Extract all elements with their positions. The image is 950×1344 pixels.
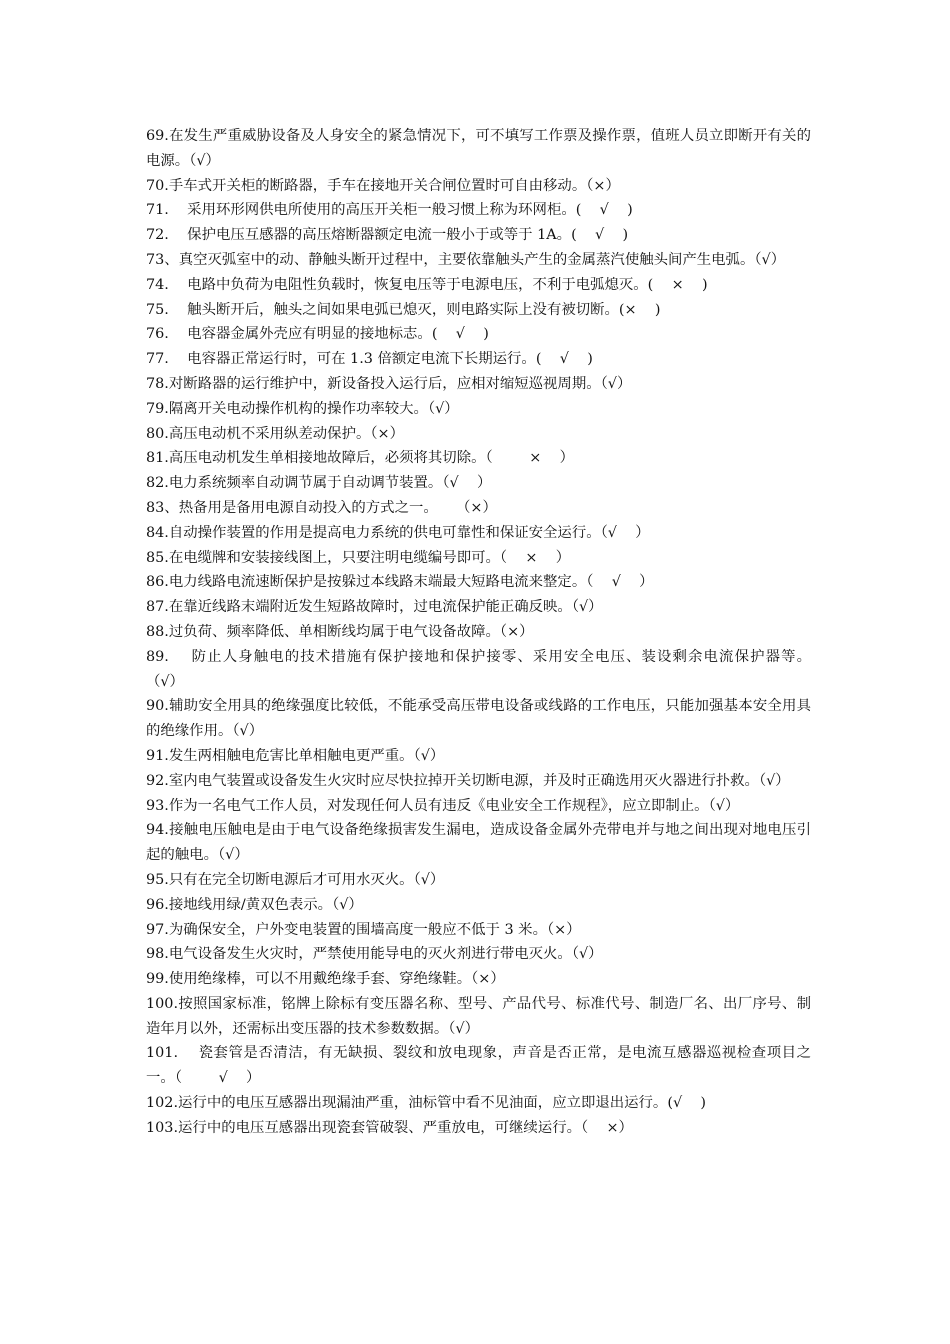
list-item: 92.室内电气装置或设备发生火灾时应尽快拉掉开关切断电源，并及时正确选用灭火器进行扑救。（√） [146,772,790,789]
list-item: 97.为确保安全，户外变电装置的围墙高度一般应不低于 3 米。（×） [146,921,581,938]
list-item: 71. 采用环形网供电所使用的高压开关柜一般习惯上称为环网柜。( √ ) [146,202,633,219]
question-list [146,124,830,1141]
list-item: 72. 保护电压互感器的高压熔断器额定电流一般小于或等于 1A。( √ ) [146,227,629,244]
list-item: 100.按照国家标准，铭牌上除标有变压器名称、型号、产品代号、标准代号、制造厂名、出厂序号、制造年月以外，还需标出变压器的技术参数数据。（√） [146,995,811,1037]
list-item: 96.接地线用绿/黄双色表示。（√） [146,896,363,913]
list-item: 76. 电容器金属外壳应有明显的接地标志。( √ ) [146,326,489,343]
list-item: 101. 瓷套管是否清洁，有无缺损、裂纹和放电现象，声音是否正常，是电流互感器巡视检查项目之一。（ √ ） [146,1045,811,1087]
list-item: 85.在电缆牌和安装接线图上，只要注明电缆编号即可。（ × ） [146,549,571,566]
list-item: 75. 触头断开后，触头之间如果电弧已熄灭，则电路实际上没有被切断。(× ) [146,301,661,318]
list-item: 84.自动操作装置的作用是提高电力系统的供电可靠性和保证安全运行。（√ ） [146,524,650,541]
list-item: 77. 电容器正常运行时，可在 1.3 倍额定电流下长期运行。( √ ) [146,351,593,368]
list-item: 103.运行中的电压互感器出现瓷套管破裂、严重放电，可继续运行。（ ×） [146,1119,633,1136]
list-item: 69.在发生严重威胁设备及人身安全的紧急情况下，可不填写工作票及操作票，值班人员立即断开有关的电源。（√） [146,128,811,169]
list-item: 87.在靠近线路末端附近发生短路故障时，过电流保护能正确反映。（√） [146,599,603,616]
list-item: 86.电力线路电流速断保护是按躲过本线路末端最大短路电流来整定。（ √ ） [146,574,654,591]
list-item: 83、热备用是备用电源自动投入的方式之一。 （×） [146,499,497,516]
list-item: 102.运行中的电压互感器出现漏油严重，油标管中看不见油面，应立即退出运行。(√ ) [146,1095,707,1112]
list-item: 73、真空灭弧室中的动、静触头断开过程中，主要依靠触头产生的金属蒸汽使触头间产生电弧。（√） [146,251,786,268]
list-item: 99.使用绝缘棒，可以不用戴绝缘手套、穿绝缘鞋。（×） [146,971,505,988]
list-item: 79.隔离开关电动操作机构的操作功率较大。（√） [146,400,459,417]
list-item: 90.辅助安全用具的绝缘强度比较低，不能承受高压带电设备或线路的工作电压，只能加强基本安全用具的绝缘作用。（√） [146,698,811,740]
list-item: 98.电气设备发生火灾时，严禁使用能导电的灭火剂进行带电灭火。（√） [146,946,603,963]
list-item: 95.只有在完全切断电源后才可用水灭火。（√） [146,871,445,888]
list-item: 78.对断路器的运行维护中，新设备投入运行后，应相对缩短巡视周期。（√） [146,375,632,392]
list-item: 82.电力系统频率自动调节属于自动调节装置。（√ ） [146,475,492,492]
list-item: 93.作为一名电气工作人员，对发现任何人员有违反《电业安全工作规程》，应立即制止。（√） [146,797,740,814]
list-item: 70.手车式开关柜的断路器，手车在接地开关合闸位置时可自由移动。（×） [146,177,620,194]
list-item: 80.高压电动机不采用纵差动保护。（×） [146,425,404,442]
list-item: 94.接触电压触电是由于电气设备绝缘损害发生漏电，造成设备金属外壳带电并与地之间出现对地电压引起的触电。（√） [146,822,811,864]
list-item: 91.发生两相触电危害比单相触电更严重。（√） [146,747,445,764]
list-item: 81.高压电动机发生单相接地故障后，必须将其切除。（ × ） [146,450,575,467]
list-item: 89. 防止人身触电的技术措施有保护接地和保护接零、采用安全电压、装设剩余电流保护器等。 （√） [146,648,830,690]
list-item: 88.过负荷、频率降低、单相断线均属于电气设备故障。（×） [146,623,534,640]
list-item: 74. 电路中负荷为电阻性负载时，恢复电压等于电源电压，不利于电弧熄灭。( × ) [146,276,708,293]
